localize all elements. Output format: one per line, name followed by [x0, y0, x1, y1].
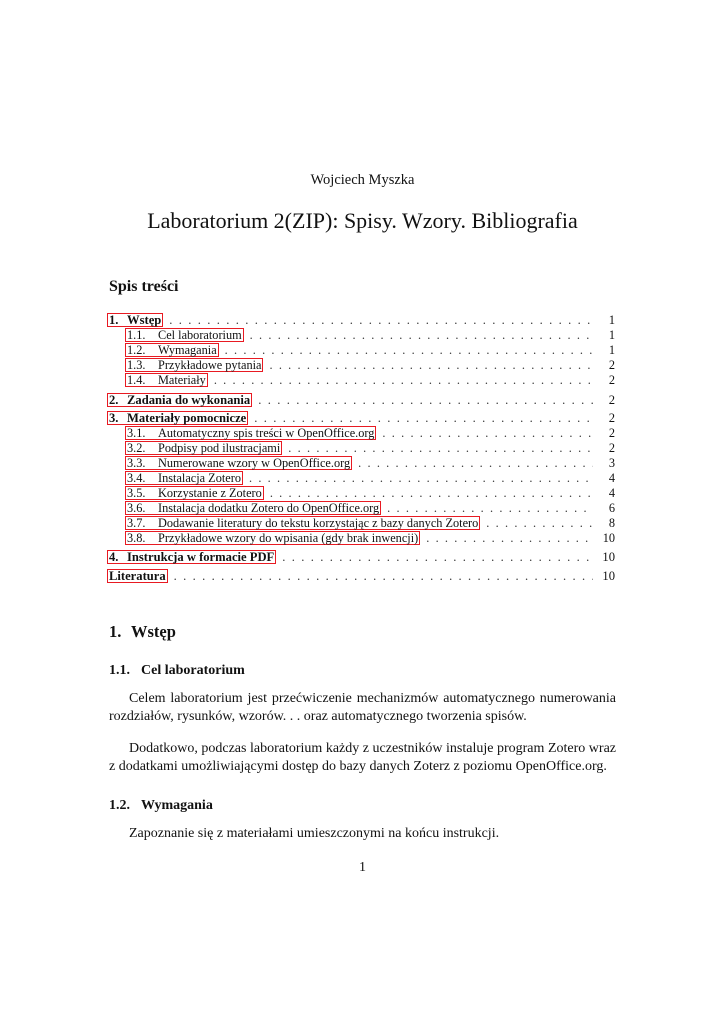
toc-dot-leader — [250, 328, 593, 343]
toc-dot-leader — [486, 516, 593, 531]
toc-link[interactable] — [125, 426, 376, 440]
toc-entry-label: Numerowane wzory w OpenOffice.org — [158, 456, 351, 470]
toc-entry — [108, 531, 615, 546]
toc-dot-leader — [174, 569, 593, 584]
toc-entry-label: Literatura — [109, 569, 166, 583]
toc-entry-number: 4. — [109, 550, 119, 564]
toc-entry-label: Wstęp — [127, 313, 162, 327]
toc-link[interactable] — [125, 471, 243, 485]
toc-entry-label: Przykładowe wzory do wpisania (gdy brak inwencji) — [158, 531, 419, 545]
toc-link[interactable] — [107, 313, 163, 327]
section-heading-wstep — [109, 622, 176, 642]
toc-entry-label: Dodawanie literatury do tekstu korzystając z bazy danych Zotero — [158, 516, 479, 530]
toc-entry-number: 3.2. — [127, 441, 146, 455]
toc-link[interactable] — [107, 550, 276, 564]
toc-dot-leader — [288, 441, 593, 456]
toc-link[interactable] — [125, 516, 480, 530]
toc-entry — [108, 411, 615, 426]
toc-link[interactable] — [107, 569, 168, 583]
toc-entry-page: 2 — [608, 358, 615, 372]
toc-heading: Spis treści — [109, 278, 179, 295]
toc-entry — [108, 426, 615, 441]
toc-entry-page: 1 — [608, 328, 615, 342]
toc-entry — [108, 516, 615, 531]
paragraph-text: Celem laboratorium jest przećwiczenie mechanizmów automatycznego numerowania rozdziałów, rysunków, wzorów. . . oraz automatycznego tworzenia spisów. — [109, 691, 616, 724]
toc-entry-label: Materiały pomocnicze — [127, 411, 247, 425]
toc-entry-page: 4 — [608, 471, 615, 485]
toc-entry-number: 1.2. — [127, 343, 146, 357]
toc-entry-number: 3.7. — [127, 516, 146, 530]
toc-entry-number: 1. — [109, 313, 119, 327]
toc-dot-leader — [282, 550, 593, 565]
toc-dot-leader — [225, 343, 593, 358]
subsection-heading-wymagania — [109, 798, 213, 814]
author-name: Wojciech Myszka — [310, 172, 415, 188]
paragraph-wymagania — [109, 825, 616, 843]
paragraph-text: Dodatkowo, podczas laboratorium każdy z uczestników instaluje program Zotero wraz z dodatkami umożliwiającymi dostęp do bazy danych Zoterz z poziomu OpenOffice.org. — [109, 741, 616, 774]
toc-entry-page: 4 — [608, 486, 615, 500]
section-title: Wstęp — [131, 622, 176, 641]
toc-entry-page: 10 — [602, 531, 615, 545]
toc-entry-page: 6 — [608, 501, 615, 515]
toc-entry-label: Wymagania — [158, 343, 217, 357]
toc-entry — [108, 456, 615, 471]
toc-entry — [108, 569, 615, 584]
toc-entry — [108, 313, 615, 328]
subsection-title: Wymagania — [141, 798, 213, 813]
toc-entry-number: 1.3. — [127, 358, 146, 372]
subsection-number: 1.2. — [109, 798, 130, 813]
toc-entry-number: 3.1. — [127, 426, 146, 440]
toc-entry-number: 1.1. — [127, 328, 146, 342]
toc-entry-number: 3.3. — [127, 456, 146, 470]
section-number: 1. — [109, 622, 122, 641]
toc-entry-label: Instrukcja w formacie PDF — [127, 550, 275, 564]
toc-entry — [108, 550, 615, 565]
toc-entry-page: 1 — [608, 313, 615, 327]
toc-entry-number: 1.4. — [127, 373, 146, 387]
toc-dot-leader — [270, 486, 593, 501]
toc-link[interactable] — [125, 441, 282, 455]
toc-entry — [108, 471, 615, 486]
toc-entry — [108, 501, 615, 516]
toc-entry-label: Instalacja dodatku Zotero do OpenOffice.org — [158, 501, 380, 515]
toc-dot-leader — [169, 313, 593, 328]
toc-link[interactable] — [107, 411, 248, 425]
subsection-title: Cel laboratorium — [141, 663, 245, 678]
toc-entry-page: 3 — [608, 456, 615, 470]
toc-entry-page: 2 — [608, 441, 615, 455]
toc-entry-page: 2 — [608, 426, 615, 440]
toc-entry-page: 2 — [608, 411, 615, 425]
paragraph-cel-2 — [109, 740, 616, 775]
toc-entry-number: 3.8. — [127, 531, 146, 545]
toc-entry — [108, 328, 615, 343]
toc-entry — [108, 343, 615, 358]
toc-entry-page: 2 — [608, 393, 615, 407]
toc-entry — [108, 441, 615, 456]
toc-link[interactable] — [125, 486, 264, 500]
toc-entry — [108, 393, 615, 408]
toc-dot-leader — [426, 531, 593, 546]
paragraph-cel-1 — [109, 690, 616, 725]
toc-dot-leader — [387, 501, 593, 516]
toc-entry-label: Podpisy pod ilustracjami — [158, 441, 281, 455]
toc-entry-page: 8 — [608, 516, 615, 530]
toc-link[interactable] — [125, 358, 263, 372]
toc-dot-leader — [382, 426, 593, 441]
toc-dot-leader — [358, 456, 593, 471]
toc-entry-number: 3.6. — [127, 501, 146, 515]
toc-link[interactable] — [125, 456, 352, 470]
toc-link[interactable] — [125, 501, 381, 515]
toc-entry-label: Automatyczny spis treści w OpenOffice.org — [158, 426, 375, 440]
page-number: 1 — [359, 860, 366, 875]
toc-entry-label: Instalacja Zotero — [158, 471, 241, 485]
toc-entry-number: 2. — [109, 393, 119, 407]
toc-entry-page: 10 — [602, 550, 615, 564]
toc-link[interactable] — [125, 343, 219, 357]
toc-entry-label: Materiały — [158, 373, 206, 387]
toc-entry — [108, 486, 615, 501]
toc-dot-leader — [254, 411, 593, 426]
toc-entry-label: Cel laboratorium — [158, 328, 242, 342]
toc-link[interactable] — [125, 373, 208, 387]
toc-entry-page: 10 — [602, 569, 615, 583]
toc-entry-number: 3. — [109, 411, 119, 425]
toc-link[interactable] — [125, 328, 244, 342]
toc-entry-page: 2 — [608, 373, 615, 387]
toc-entry-number: 3.4. — [127, 471, 146, 485]
toc-dot-leader — [214, 373, 593, 388]
toc-entry — [108, 373, 615, 388]
toc-dot-leader — [269, 358, 593, 373]
toc-link[interactable] — [107, 393, 252, 407]
toc-entry-label: Przykładowe pytania — [158, 358, 262, 372]
toc-dot-leader — [249, 471, 593, 486]
toc-entry-number: 3.5. — [127, 486, 146, 500]
document-title: Laboratorium 2(ZIP): Spisy. Wzory. Bibliografia — [147, 208, 578, 233]
toc-entry-label: Zadania do wykonania — [127, 393, 251, 407]
subsection-number: 1.1. — [109, 663, 130, 678]
toc-link[interactable] — [125, 531, 420, 545]
toc-entry-label: Korzystanie z Zotero — [158, 486, 262, 500]
toc-entry — [108, 358, 615, 373]
subsection-heading-cel — [109, 663, 245, 679]
toc-dot-leader — [258, 393, 593, 408]
paragraph-text: Zapoznanie się z materiałami umieszczonymi na końcu instrukcji. — [129, 826, 500, 841]
toc-entry-page: 1 — [608, 343, 615, 357]
